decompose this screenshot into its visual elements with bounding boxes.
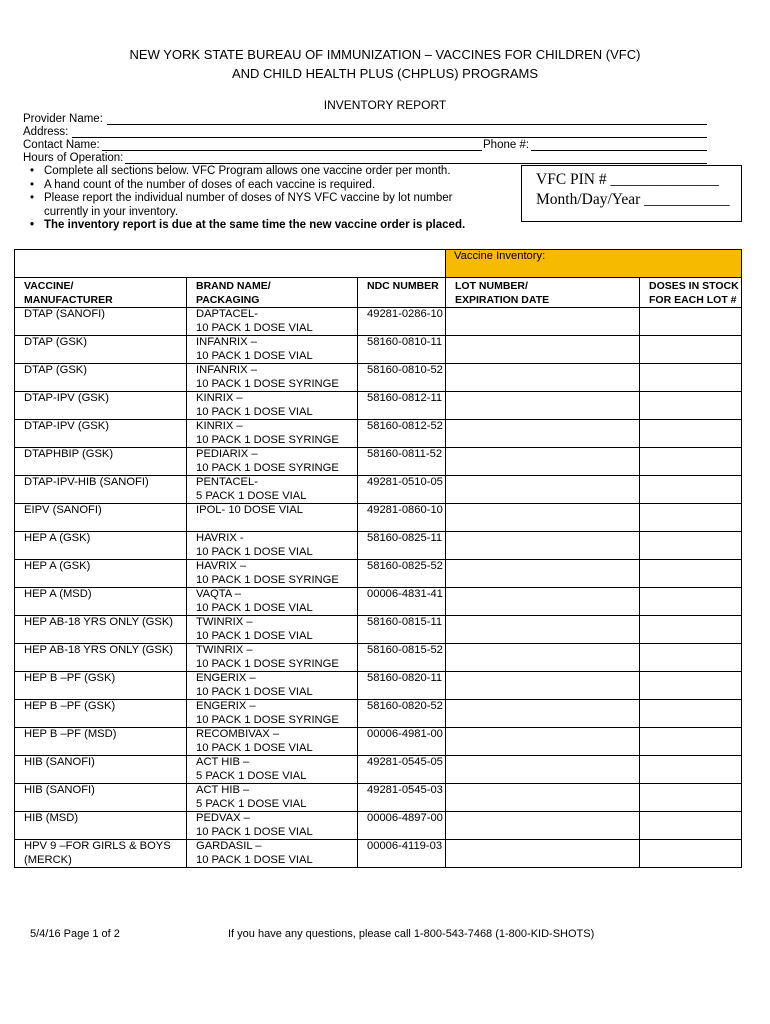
doses-in-stock-input-cell[interactable] bbox=[640, 448, 742, 476]
instruction-item-due: • The inventory report is due at the same time the new vaccine order is placed. bbox=[30, 219, 470, 233]
brand-cell: TWINRIX – 10 PACK 1 DOSE SYRINGE bbox=[187, 644, 358, 672]
column-header-ndc: NDC NUMBER bbox=[358, 278, 446, 308]
table-row bbox=[15, 672, 742, 700]
doses-in-stock-input-cell[interactable] bbox=[640, 336, 742, 364]
lot-number-input-cell[interactable] bbox=[446, 476, 640, 504]
ndc-cell: 00006-4119-03 bbox=[358, 840, 446, 868]
address-label: Address: bbox=[23, 126, 69, 138]
lot-number-input-cell[interactable] bbox=[446, 644, 640, 672]
ndc-cell: 58160-0820-52 bbox=[358, 700, 446, 728]
contact-name-field[interactable] bbox=[102, 150, 482, 151]
brand-cell: PEDVAX – 10 PACK 1 DOSE VIAL bbox=[187, 812, 358, 840]
lot-number-input-cell[interactable] bbox=[446, 700, 640, 728]
table-row bbox=[15, 812, 742, 840]
provider-name-label: Provider Name: bbox=[23, 113, 103, 125]
table-row bbox=[15, 476, 742, 504]
doses-in-stock-input-cell[interactable] bbox=[640, 812, 742, 840]
brand-cell: ACT HIB – 5 PACK 1 DOSE VIAL bbox=[187, 784, 358, 812]
brand-cell: PEDIARIX – 10 PACK 1 DOSE SYRINGE bbox=[187, 448, 358, 476]
table-row bbox=[15, 336, 742, 364]
doses-in-stock-input-cell[interactable] bbox=[640, 672, 742, 700]
ndc-cell: 58160-0815-52 bbox=[358, 644, 446, 672]
ndc-cell: 00006-4831-41 bbox=[358, 588, 446, 616]
lot-number-input-cell[interactable] bbox=[446, 336, 640, 364]
doses-in-stock-input-cell[interactable] bbox=[640, 420, 742, 448]
vfc-pin-field[interactable]: VFC PIN # ______________ bbox=[536, 171, 720, 188]
document-title-line2: AND CHILD HEALTH PLUS (CHPLUS) PROGRAMS bbox=[231, 66, 539, 81]
vaccine-inventory-table bbox=[14, 249, 742, 868]
table-row bbox=[15, 616, 742, 644]
vaccine-cell: DTAP (GSK) bbox=[15, 364, 187, 392]
column-header-doses: DOSES IN STOCK FOR EACH LOT # bbox=[640, 278, 742, 308]
brand-cell: ACT HIB – 5 PACK 1 DOSE VIAL bbox=[187, 756, 358, 784]
brand-cell: ENGERIX – 10 PACK 1 DOSE VIAL bbox=[187, 672, 358, 700]
table-row bbox=[15, 308, 742, 336]
lot-number-input-cell[interactable] bbox=[446, 504, 640, 532]
vaccine-inventory-heading: Vaccine Inventory: bbox=[446, 250, 742, 278]
lot-number-input-cell[interactable] bbox=[446, 672, 640, 700]
phone-label: Phone #: bbox=[483, 139, 530, 151]
vaccine-cell: HPV 9 –FOR GIRLS & BOYS (MERCK) bbox=[15, 840, 187, 868]
vaccine-cell: HEP AB-18 YRS ONLY (GSK) bbox=[15, 616, 187, 644]
document-title-line1: NEW YORK STATE BUREAU OF IMMUNIZATION – VACCINES FOR CHILDREN (VFC) bbox=[129, 47, 641, 62]
table-row bbox=[15, 728, 742, 756]
doses-in-stock-input-cell[interactable] bbox=[640, 532, 742, 560]
lot-number-input-cell[interactable] bbox=[446, 532, 640, 560]
ndc-cell: 00006-4897-00 bbox=[358, 812, 446, 840]
vaccine-cell: DTAP-IPV-HIB (SANOFI) bbox=[15, 476, 187, 504]
lot-number-input-cell[interactable] bbox=[446, 840, 640, 868]
brand-cell: KINRIX – 10 PACK 1 DOSE VIAL bbox=[187, 392, 358, 420]
ndc-cell: 49281-0510-05 bbox=[358, 476, 446, 504]
provider-name-field[interactable] bbox=[107, 124, 707, 125]
lot-number-input-cell[interactable] bbox=[446, 784, 640, 812]
table-row bbox=[15, 504, 742, 532]
vaccine-cell: HEP B –PF (GSK) bbox=[15, 700, 187, 728]
brand-cell: INFANRIX – 10 PACK 1 DOSE SYRINGE bbox=[187, 364, 358, 392]
doses-in-stock-input-cell[interactable] bbox=[640, 308, 742, 336]
vaccine-cell: HEP B –PF (GSK) bbox=[15, 672, 187, 700]
lot-number-input-cell[interactable] bbox=[446, 308, 640, 336]
vaccine-cell: DTAP (SANOFI) bbox=[15, 308, 187, 336]
ndc-cell: 58160-0811-52 bbox=[358, 448, 446, 476]
doses-in-stock-input-cell[interactable] bbox=[640, 476, 742, 504]
ndc-cell: 49281-0545-05 bbox=[358, 756, 446, 784]
brand-cell: ENGERIX – 10 PACK 1 DOSE SYRINGE bbox=[187, 700, 358, 728]
doses-in-stock-input-cell[interactable] bbox=[640, 700, 742, 728]
ndc-cell: 58160-0815-11 bbox=[358, 616, 446, 644]
doses-in-stock-input-cell[interactable] bbox=[640, 756, 742, 784]
ndc-cell: 00006-4981-00 bbox=[358, 728, 446, 756]
table-row bbox=[15, 784, 742, 812]
ndc-cell: 58160-0825-11 bbox=[358, 532, 446, 560]
brand-cell: HAVRIX - 10 PACK 1 DOSE VIAL bbox=[187, 532, 358, 560]
table-row bbox=[15, 756, 742, 784]
vaccine-cell: HEP A (MSD) bbox=[15, 588, 187, 616]
hours-field[interactable] bbox=[125, 163, 707, 164]
ndc-cell: 49281-0860-10 bbox=[358, 504, 446, 532]
address-field[interactable] bbox=[72, 137, 707, 138]
brand-cell: INFANRIX – 10 PACK 1 DOSE VIAL bbox=[187, 336, 358, 364]
doses-in-stock-input-cell[interactable] bbox=[640, 644, 742, 672]
document-subtitle: INVENTORY REPORT bbox=[323, 98, 447, 112]
table-row bbox=[15, 588, 742, 616]
instructions-list bbox=[30, 165, 470, 233]
lot-number-input-cell[interactable] bbox=[446, 728, 640, 756]
ndc-cell: 58160-0810-11 bbox=[358, 336, 446, 364]
vaccine-cell: DTAP-IPV (GSK) bbox=[15, 392, 187, 420]
table-row bbox=[15, 560, 742, 588]
ndc-cell: 49281-0286-10 bbox=[358, 308, 446, 336]
table-row bbox=[15, 364, 742, 392]
doses-in-stock-input-cell[interactable] bbox=[640, 616, 742, 644]
phone-field[interactable] bbox=[531, 150, 707, 151]
vaccine-cell: HIB (SANOFI) bbox=[15, 784, 187, 812]
vaccine-cell: HEP B –PF (MSD) bbox=[15, 728, 187, 756]
lot-number-input-cell[interactable] bbox=[446, 756, 640, 784]
doses-in-stock-input-cell[interactable] bbox=[640, 504, 742, 532]
ndc-cell: 49281-0545-03 bbox=[358, 784, 446, 812]
vaccine-cell: EIPV (SANOFI) bbox=[15, 504, 187, 532]
instruction-item: • Please report the individual number of doses of NYS VFC vaccine by lot number currently in your inventory. bbox=[30, 192, 470, 219]
brand-cell: KINRIX – 10 PACK 1 DOSE SYRINGE bbox=[187, 420, 358, 448]
instruction-item: • A hand count of the number of doses of each vaccine is required. bbox=[30, 179, 470, 193]
vaccine-cell: HIB (MSD) bbox=[15, 812, 187, 840]
vaccine-cell: HEP A (GSK) bbox=[15, 532, 187, 560]
column-header-vaccine: VACCINE/ MANUFACTURER bbox=[15, 278, 187, 308]
vaccine-cell: HEP AB-18 YRS ONLY (GSK) bbox=[15, 644, 187, 672]
lot-number-input-cell[interactable] bbox=[446, 420, 640, 448]
brand-cell: IPOL- 10 DOSE VIAL bbox=[187, 504, 358, 532]
brand-cell: DAPTACEL- 10 PACK 1 DOSE VIAL bbox=[187, 308, 358, 336]
vaccine-cell: HEP A (GSK) bbox=[15, 560, 187, 588]
brand-cell: GARDASIL – 10 PACK 1 DOSE VIAL bbox=[187, 840, 358, 868]
lot-number-input-cell[interactable] bbox=[446, 560, 640, 588]
brand-cell: PENTACEL- 5 PACK 1 DOSE VIAL bbox=[187, 476, 358, 504]
hours-label: Hours of Operation: bbox=[23, 152, 124, 164]
column-header-lot: LOT NUMBER/ EXPIRATION DATE bbox=[446, 278, 640, 308]
vaccine-cell: DTAP (GSK) bbox=[15, 336, 187, 364]
doses-in-stock-input-cell[interactable] bbox=[640, 728, 742, 756]
table-row bbox=[15, 448, 742, 476]
table-row bbox=[15, 392, 742, 420]
lot-number-input-cell[interactable] bbox=[446, 392, 640, 420]
footer-page-info: 5/4/16 Page 1 of 2 bbox=[30, 928, 120, 940]
table-row bbox=[15, 532, 742, 560]
inventory-rows bbox=[15, 308, 742, 868]
ndc-cell: 58160-0825-52 bbox=[358, 560, 446, 588]
table-row bbox=[15, 840, 742, 868]
doses-in-stock-input-cell[interactable] bbox=[640, 588, 742, 616]
brand-cell: TWINRIX – 10 PACK 1 DOSE VIAL bbox=[187, 616, 358, 644]
lot-number-input-cell[interactable] bbox=[446, 448, 640, 476]
lot-number-input-cell[interactable] bbox=[446, 588, 640, 616]
vaccine-cell: DTAP-IPV (GSK) bbox=[15, 420, 187, 448]
doses-in-stock-input-cell[interactable] bbox=[640, 784, 742, 812]
table-row bbox=[15, 420, 742, 448]
brand-cell: VAQTA – 10 PACK 1 DOSE VIAL bbox=[187, 588, 358, 616]
vaccine-cell: HIB (SANOFI) bbox=[15, 756, 187, 784]
doses-in-stock-input-cell[interactable] bbox=[640, 560, 742, 588]
lot-number-input-cell[interactable] bbox=[446, 364, 640, 392]
brand-cell: RECOMBIVAX – 10 PACK 1 DOSE VIAL bbox=[187, 728, 358, 756]
instruction-item: • Complete all sections below. VFC Program allows one vaccine order per month. bbox=[30, 165, 470, 179]
month-day-year-field[interactable]: Month/Day/Year ___________ bbox=[536, 191, 730, 208]
vfc-pin-box bbox=[521, 165, 742, 222]
doses-in-stock-input-cell[interactable] bbox=[640, 840, 742, 868]
column-header-brand: BRAND NAME/ PACKAGING bbox=[187, 278, 358, 308]
ndc-cell: 58160-0810-52 bbox=[358, 364, 446, 392]
lot-number-input-cell[interactable] bbox=[446, 616, 640, 644]
footer-help-text: If you have any questions, please call 1-800-543-7468 (1-800-KID-SHOTS) bbox=[228, 928, 595, 940]
brand-cell: HAVRIX – 10 PACK 1 DOSE SYRINGE bbox=[187, 560, 358, 588]
lot-number-input-cell[interactable] bbox=[446, 812, 640, 840]
doses-in-stock-input-cell[interactable] bbox=[640, 364, 742, 392]
ndc-cell: 58160-0820-11 bbox=[358, 672, 446, 700]
contact-name-label: Contact Name: bbox=[23, 139, 100, 151]
ndc-cell: 58160-0812-11 bbox=[358, 392, 446, 420]
ndc-cell: 58160-0812-52 bbox=[358, 420, 446, 448]
table-row bbox=[15, 644, 742, 672]
vaccine-cell: DTAPHBIP (GSK) bbox=[15, 448, 187, 476]
doses-in-stock-input-cell[interactable] bbox=[640, 392, 742, 420]
table-row bbox=[15, 700, 742, 728]
